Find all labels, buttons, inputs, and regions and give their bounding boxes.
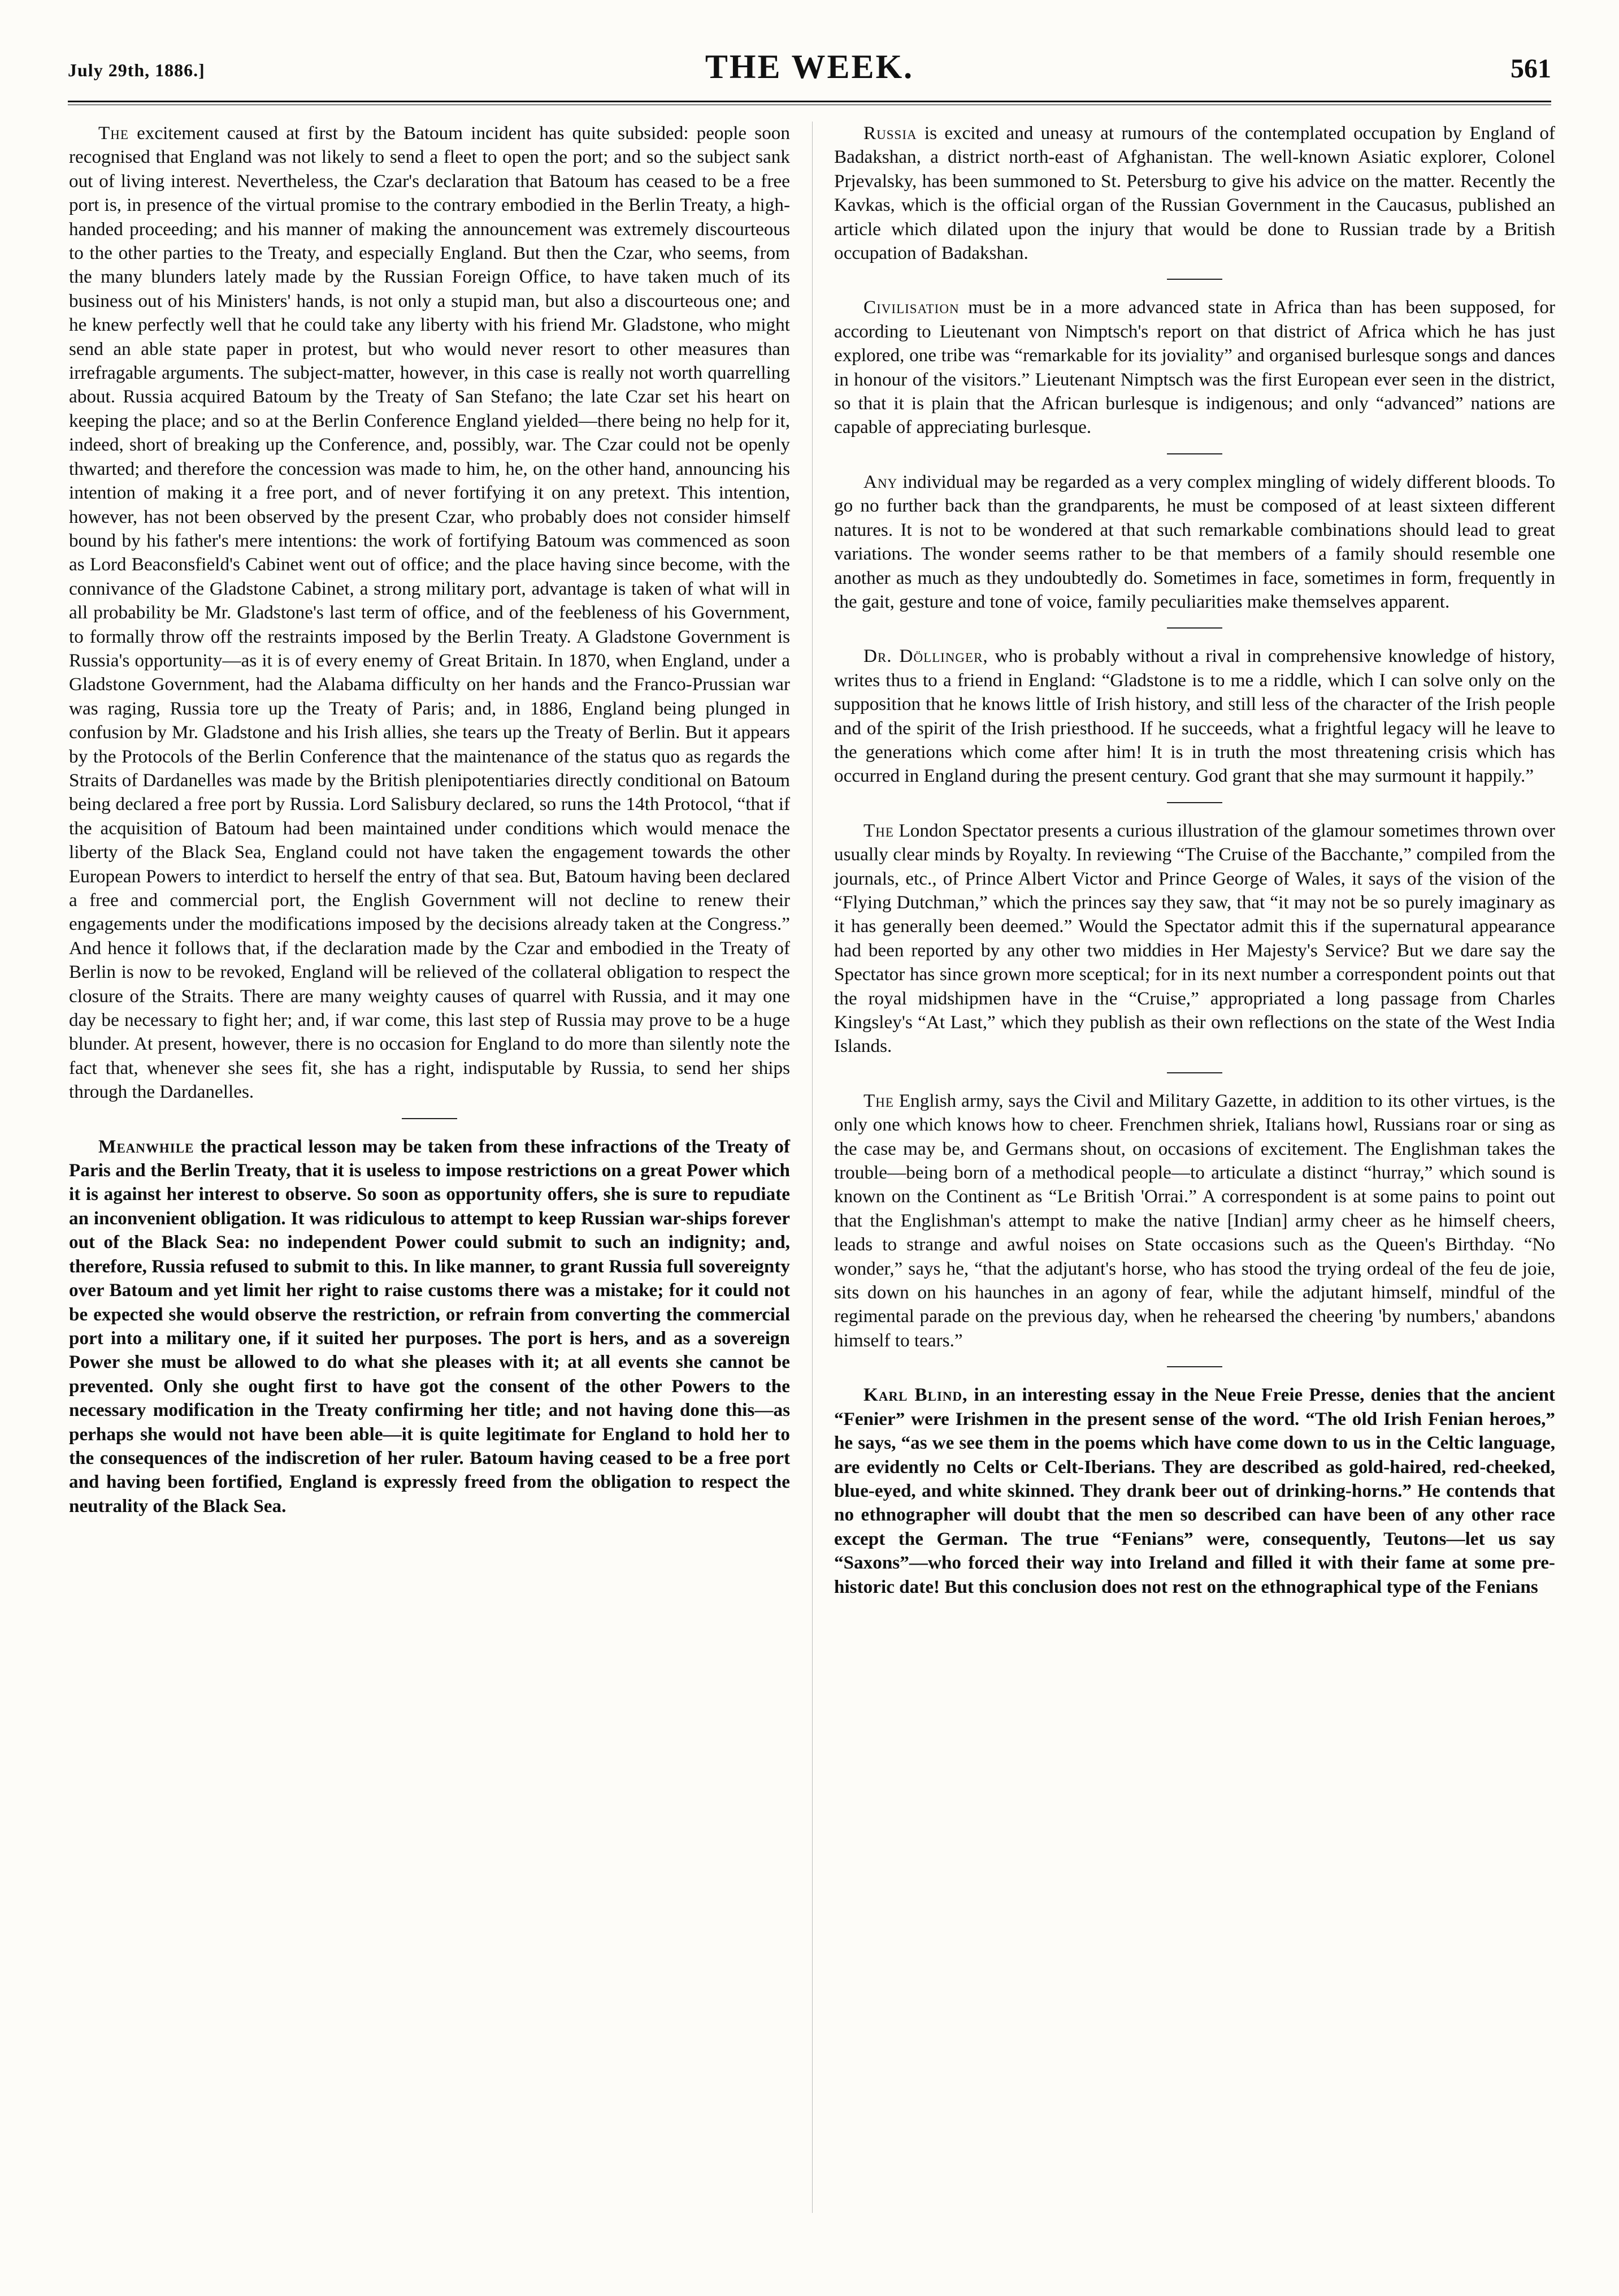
paragraph-text: is excited and uneasy at rumours of the contemplated occupation by England of Badakshan, a district north-east of Afghanistan. The well-known Asiatic explorer, Colonel Prjevalsky, has been summoned to St. Petersburg to give his advice on the matter. Recently the Kavkas, which is the official organ of the Russian Government in the Caucasus, published an article which dilated upon the injury that would be done to Russian trade by a British occupation of Badakshan.	[834, 123, 1555, 264]
paragraph-lead: Karl Blind,	[863, 1384, 968, 1406]
article-paragraph	[834, 1383, 1555, 1599]
paragraph-lead: The	[863, 1090, 894, 1111]
article-paragraph	[834, 1089, 1555, 1353]
article-paragraph	[834, 644, 1555, 788]
paragraph-text: who is probably without a rival in comprehensive knowledge of history, writes thus to a friend in England: “Gladstone is to me a riddle, which I can solve only on the supposition that he knows little of Irish history, and still less of the character of the Irish people and of the spirit of the Irish priesthood. If he succeeds, what a frightful legacy will he leave to the generations which come after him! It is in truth the most threatening crisis which has occurred in England during the present century. God grant that she may surmount it happily.”	[834, 646, 1555, 787]
paragraph-text: London Spectator presents a curious illustration of the glamour sometimes thrown over usually clear minds by Royalty. In reviewing “The Cruise of the Bacchante,” compiled from the journals, etc., of Prince Albert Victor and Prince George of Wales, it says of the vision of the “Flying Dutchman,” which the princes say they saw, that “it may not be so purely imaginary as it has generally been deemed.” Would the Spectator admit this if the supernatural appearance had been reported by any other two middies in Her Majesty's Service? But we dare say the Spectator has since grown more sceptical; for in its next number a correspondent points out that the royal midshipmen have in the “Cruise,” appropriated a long passage from Charles Kingsley's “At Last,” which they publish as their own reflections on the state of the West India Islands.	[834, 820, 1555, 1057]
paragraph-text: the practical lesson may be taken from these infractions of the Treaty of Paris and the Berlin Treaty, that it is useless to impose restrictions on a great Power which it is against her interest to observe. So soon as opportunity offers, she is sure to repudiate an inconvenient obligation. It was ridiculous to attempt to keep Russian war-ships forever out of the Black Sea: no independent Power could submit to such an indignity; and, therefore, Russia refused to submit to this. In like manner, to grant Russia full sovereignty over Batoum and yet limit her right to raise customs there was a mistake; for it could not be expected she would observe the restriction, or refrain from converting the commercial port into a military one, if it suited her purposes. The port is hers, and as a sovereign Power she must be allowed to do what she pleases with it; at all events she cannot be prevented. Only she ought first to have got the consent of the other Powers to the necessary modification in the Treaty confirming her title; and not having done this—as perhaps she would not have been able—it is quite legitimate for England to hold her to the consequences of the indiscretion of her ruler. Batoum having ceased to be a free port and having been fortified, England is expressly freed from the obligation to respect the neutrality of the Black Sea.	[69, 1136, 790, 1517]
section-divider	[1167, 279, 1222, 280]
paragraph-lead: Civilisation	[863, 297, 960, 318]
paragraph-text: individual may be regarded as a very complex mingling of widely different bloods. To go no further back than the grandparents, he must be composed of at least sixteen different natures. It is not to be wondered at that such remarkable combinations should lead to great variations. The wonder seems rather to be that members of a family should resemble one another as much as they undoubtedly do. Sometimes in face, sometimes in form, frequently in the gait, gesture and tone of voice, family peculiarities make themselves apparent.	[834, 471, 1555, 612]
page-header	[68, 44, 1551, 95]
paragraph-text: excitement caused at first by the Batoum incident has quite subsided: people soon recognised that England was not likely to send a fleet to open the port; and so the subject sank out of living interest. Nevertheless, the Czar's declaration that Batoum has ceased to be a free port is, in presence of the virtual promise to the contrary embodied in the Berlin Treaty, a high-handed proceeding; and his manner of making the announcement was extremely discourteous to the other parties to the Treaty, and especially England. But then the Czar, who seems, from the many blunders lately made by the Russian Foreign Office, to have taken much of its business out of his Ministers' hands, is not only a stupid man, but also a discourteous one; and he knew perfectly well that he could take any liberty with his friend Mr. Gladstone, who might send an able state paper in protest, but who would never resort to other measures than irrefragable arguments. The subject-matter, however, in this case is really not worth quarrelling about. Russia acquired Batoum by the Treaty of San Stefano; the late Czar set his heart on keeping the place; and so at the Berlin Conference England yielded—there being no help for it, indeed, short of breaking up the Conference, and, possibly, war. The Czar could not be openly thwarted; and therefore the concession was made to him, he, on the other hand, announcing his intention of making it a free port, and of never fortifying it on any pretext. This intention, however, has not been observed by the present Czar, who probably does not consider himself bound by his father's mere intentions: the work of fortifying Batoum was commenced as soon as Lord Beaconsfield's Cabinet went out of office; and the place having since become, with the connivance of the Gladstone Cabinet, a strong military port, advantage is taken of what will in all probability be Mr. Gladstone's last term of office, and of the feebleness of his Government, to formally throw off the restraints imposed by the Berlin Treaty. A Gladstone Government is Russia's opportunity—as it is of every enemy of Great Britain. In 1870, when England, under a Gladstone Government, had the Alabama difficulty on her hands and the Franco-Prussian war was raging, Russia tore up the Treaty of Paris; and, in 1886, England being plunged in confusion by Mr. Gladstone and his Irish allies, she tears up the Treaty of Berlin. But it appears by the Protocols of the Berlin Conference that the maintenance of the status quo as regards the Straits of Dardanelles was made by the British plenipotentiaries directly conditional on Batoum being declared a free port by Russia. Lord Salisbury declared, so runs the 14th Protocol, “that if the acquisition of Batoum had been maintained under conditions which would menace the liberty of the Black Sea, England could not have taken the engagement towards the other European Powers to interdict to herself the entry of that sea. But, Batoum having been declared a free and commercial port, the English Government will not decline to renew their engagements under the modifications imposed by the decisions already taken at the Congress.” And hence it follows that, if the declaration made by the Czar and embodied in the Treaty of Berlin is now to be revoked, England will be relieved of the collateral obligation to respect the closure of the Straits. There are many weighty causes of quarrel with Russia, and it may one day be necessary to fight her; and, if war come, this last step of Russia may prove to be a huge blunder. At present, however, there is no occasion for England to do more than silently note the fact that, whenever she sees fit, she has a right, indisputable by Russia, to send her ships through the Dardanelles.	[69, 123, 790, 1103]
paragraph-lead: Dr. Döllinger,	[863, 646, 988, 667]
paragraph-lead: The	[98, 123, 129, 144]
article-paragraph	[834, 296, 1555, 439]
article-paragraph	[69, 122, 790, 1104]
section-divider	[402, 1118, 457, 1119]
left-column	[69, 122, 790, 1518]
section-divider	[1167, 627, 1222, 629]
article-paragraph	[834, 470, 1555, 614]
section-divider	[1167, 1366, 1222, 1367]
issue-date: July 29th, 1886.]	[68, 60, 205, 80]
masthead-title: THE WEEK.	[705, 48, 914, 85]
paragraph-lead: Russia	[863, 123, 917, 144]
section-divider	[1167, 1072, 1222, 1073]
paragraph-text: in an interesting essay in the Neue Freie Presse, denies that the ancient “Fenier” were Irishmen in the present sense of the word. “The old Irish Fenian heroes,” he says, “as we see them in the poems which have come down to us in the Celtic language, are evidently no Celts or Celt-Iberians. They are described as gold-haired, red-cheeked, blue-eyed, and white skinned. They drank beer out of drinking-horns.” He contends that no ethnographer will doubt that the men so described can have been of any other race except the German. The true “Fenians” were, consequently, Teutons—let us say “Saxons”—who forced their way into Ireland and filled it with their fame at some pre-historic date! But this conclusion does not rest on the ethnographical type of the Fenians	[834, 1384, 1555, 1597]
paragraph-lead: The	[863, 820, 894, 841]
section-divider	[1167, 453, 1222, 454]
article-paragraph	[834, 122, 1555, 265]
paragraph-text: English army, says the Civil and Military Gazette, in addition to its other virtues, is the only one which knows how to cheer. Frenchmen shriek, Italians howl, Russians roar or sing as the case may be, and Germans shout, on occasions of excitement. The Englishman takes the trouble—being born of a methodical people—to articulate a distinct “hurray,” which sound is known on the Continent as “Le British 'Orrai.” A correspondent is at some pains to point out that the Englishman's attempt to make the native [Indian] army cheer as he himself cheers, leads to strange and awful noises on State occasions such as the Queen's Birthday. “No wonder,” says he, “that the adjutant's horse, who has stood the trying ordeal of the feu de joie, sits down on his haunches in an agony of fear, while the adjutant himself, mindful of the regimental parade on the previous day, when he rehearsed the cheering 'by numbers,' abandons himself to tears.”	[834, 1090, 1555, 1351]
right-column	[834, 122, 1555, 1599]
paragraph-lead: Meanwhile	[98, 1136, 194, 1157]
paragraph-text: must be in a more advanced state in Africa than has been supposed, for according to Lieutenant von Nimptsch's report on that district of Africa which he has just explored, one tribe was “remarkable for its joviality” and organised burlesque songs and dances in honour of the visitors.” Lieutenant Nimptsch was the first European ever seen in the district, so that it is plain that the African burlesque is indigenous; and only “advanced” nations are capable of appreciating burlesque.	[834, 297, 1555, 438]
article-paragraph	[69, 1135, 790, 1519]
article-paragraph	[834, 819, 1555, 1059]
header-rule	[68, 101, 1551, 107]
paragraph-lead: Any	[863, 471, 898, 492]
section-divider	[1167, 802, 1222, 803]
column-divider	[812, 122, 813, 2213]
page-number: 561	[1511, 54, 1551, 84]
